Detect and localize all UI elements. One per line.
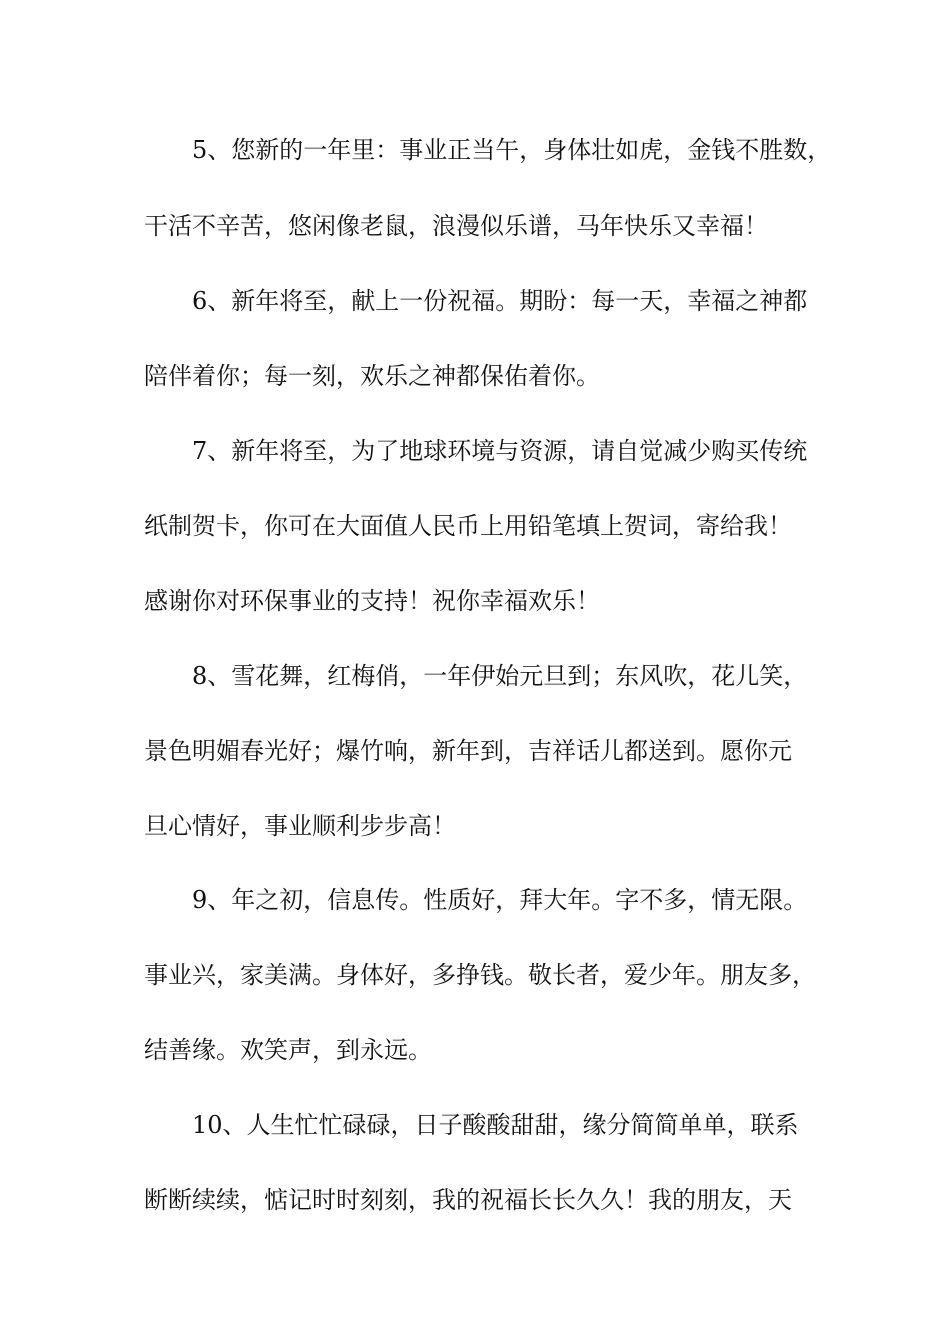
text-line: 9、年之初，信息传。性质好，拜大年。字不多，情无限。	[144, 886, 808, 914]
text-line: 结善缘。欢笑声，到永远。	[144, 1036, 432, 1064]
text-line: 5、您新的一年里：事业正当午，身体壮如虎，金钱不胜数，	[144, 136, 832, 164]
text-line: 8、雪花舞，红梅俏，一年伊始元旦到；东风吹，花儿笑，	[144, 662, 808, 690]
text-line: 旦心情好，事业顺利步步高！	[144, 812, 456, 840]
text-line: 纸制贺卡，你可在大面值人民币上用铅笔填上贺词，寄给我！	[144, 512, 792, 540]
text-line: 事业兴，家美满。身体好，多挣钱。敬长者，爱少年。朋友多，	[144, 961, 816, 989]
text-line: 6、新年将至，献上一份祝福。期盼：每一天，幸福之神都	[144, 287, 808, 315]
text-line: 感谢你对环保事业的支持！祝你幸福欢乐！	[144, 587, 600, 615]
text-line: 干活不辛苦，悠闲像老鼠，浪漫似乐谱，马年快乐又幸福！	[144, 212, 768, 240]
text-line: 断断续续，惦记时时刻刻，我的祝福长长久久！我的朋友，天	[144, 1186, 792, 1214]
text-line: 7、新年将至，为了地球环境与资源，请自觉减少购买传统	[144, 437, 808, 465]
text-line: 景色明媚春光好；爆竹响，新年到，吉祥话儿都送到。愿你元	[144, 737, 792, 765]
text-line: 陪伴着你；每一刻，欢乐之神都保佑着你。	[144, 362, 600, 390]
text-line: 10、人生忙忙碌碌，日子酸酸甜甜，缘分简简单单，联系	[144, 1111, 799, 1139]
